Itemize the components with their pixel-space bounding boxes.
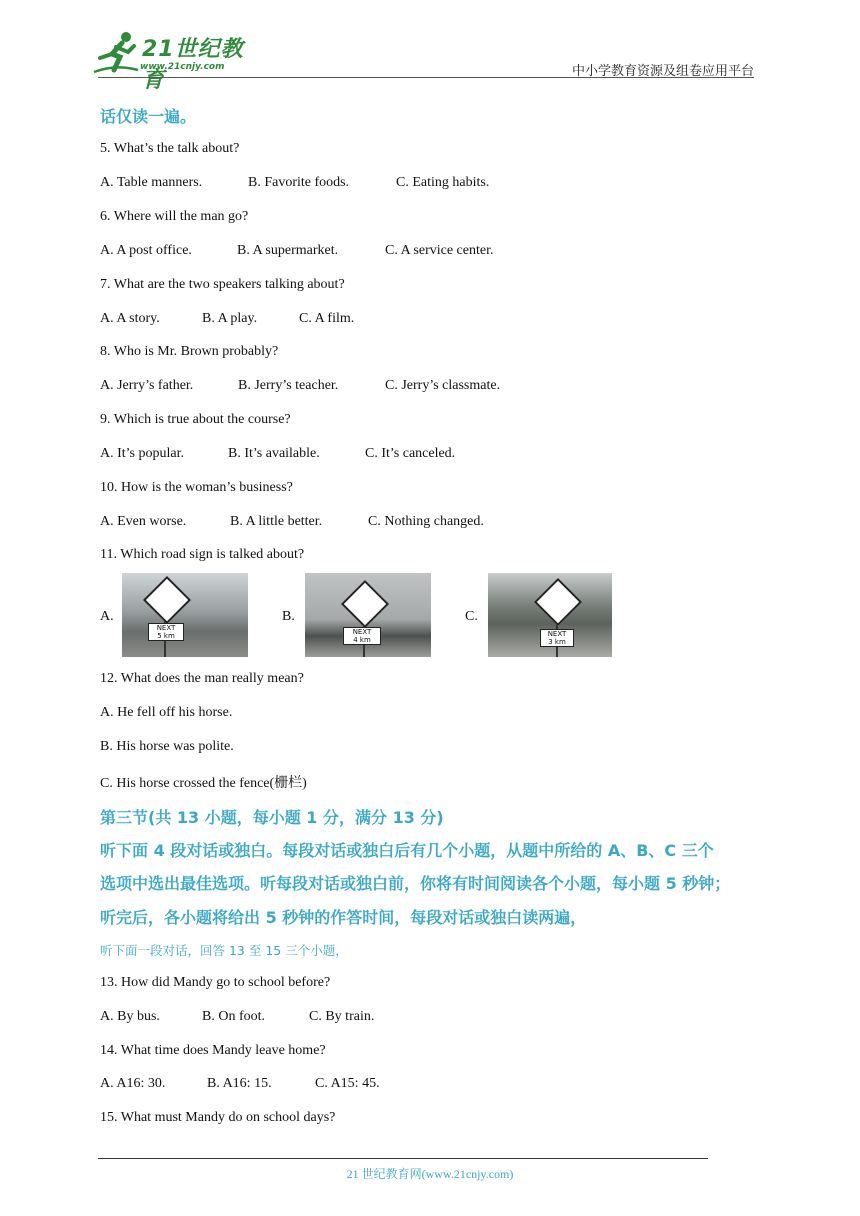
question-13: 13. How did Mandy go to school before? xyxy=(100,975,331,990)
pic-label-b: B. xyxy=(282,609,295,624)
logo-text: 21世纪教育 xyxy=(142,37,244,93)
option-b: B. A play. xyxy=(202,311,258,326)
option-c: C. A service center. xyxy=(385,243,494,258)
option-c: C. Eating habits. xyxy=(396,175,490,190)
question-12: 12. What does the man really mean? xyxy=(100,671,304,686)
elephant-icon xyxy=(143,576,191,624)
runner-logo-icon xyxy=(92,30,140,76)
question-12-option-b: B. His horse was polite. xyxy=(100,739,234,754)
question-9: 9. Which is true about the course? xyxy=(100,412,291,427)
option-a: A. By bus. xyxy=(100,1009,160,1024)
option-c: C. By train. xyxy=(309,1009,375,1024)
plate-top-text: NEXT xyxy=(547,630,567,638)
question-10: 10. How is the woman’s business? xyxy=(100,480,293,495)
option-c: C. A15: 45. xyxy=(315,1076,380,1091)
section-3-instruction-1: 听下面 4 段对话或独白。每段对话或独白后有几个小题，从题中所给的 A、B、C 三个 xyxy=(100,841,714,860)
option-a: A. A16: 30. xyxy=(100,1076,166,1091)
question-14-options xyxy=(100,1076,380,1092)
platform-slogan: 中小学教育资源及组卷应用平台 xyxy=(571,64,754,79)
question-14: 14. What time does Mandy leave home? xyxy=(100,1043,326,1058)
question-7: 7. What are the two speakers talking about? xyxy=(100,277,345,292)
plate-top-text: NEXT xyxy=(156,624,176,632)
option-a: A. Jerry’s father. xyxy=(100,378,194,393)
section-3-instruction-3: 听完后，各小题将给出 5 秒钟的作答时间，每段对话或独白读两遍， xyxy=(100,908,587,927)
footer-link[interactable]: 21 世纪教育网(www.21cnjy.com) xyxy=(346,1167,514,1181)
plate-top-text: NEXT xyxy=(352,628,372,636)
question-11: 11. Which road sign is talked about? xyxy=(100,547,305,562)
plate-bottom-text: 4 km xyxy=(353,636,371,644)
question-12-option-c: C. His horse crossed the fence(栅栏) xyxy=(100,776,307,791)
sign-plate xyxy=(540,629,574,647)
road-sign-photo-b xyxy=(305,573,431,657)
header-divider xyxy=(98,77,754,78)
plate-bottom-text: 5 km xyxy=(157,632,175,640)
option-b: B. A16: 15. xyxy=(207,1076,272,1091)
section-3-heading: 第三节(共 13 小题，每小题 1 分，满分 13 分) xyxy=(100,808,444,827)
site-logo[interactable] xyxy=(92,30,262,93)
plate-bottom-text: 3 km xyxy=(548,638,566,646)
bear-icon xyxy=(534,578,582,626)
question-12-option-a: A. He fell off his horse. xyxy=(100,705,233,720)
question-6-options xyxy=(100,243,493,259)
option-a: A. A story. xyxy=(100,311,160,326)
option-c: C. A film. xyxy=(299,311,355,326)
page-header xyxy=(0,0,860,93)
question-9-options xyxy=(100,446,455,462)
road-sign-photo-c xyxy=(488,573,612,657)
sign-plate xyxy=(148,623,184,641)
option-a: A. It’s popular. xyxy=(100,446,184,461)
dialogue-instruction: 听下面一段对话，回答 13 至 15 三个小题， xyxy=(100,943,348,958)
option-c: C. Jerry’s classmate. xyxy=(385,378,501,393)
road-sign-options xyxy=(100,573,660,661)
option-c: C. Nothing changed. xyxy=(368,514,484,529)
road-sign-photo-a xyxy=(122,573,248,657)
question-5-options xyxy=(100,175,489,191)
option-b: B. Favorite foods. xyxy=(248,175,350,190)
option-a: A. Even worse. xyxy=(100,514,187,529)
option-b: B. Jerry’s teacher. xyxy=(238,378,339,393)
pic-label-a: A. xyxy=(100,609,114,624)
question-6: 6. Where will the man go? xyxy=(100,209,249,224)
option-b: B. On foot. xyxy=(202,1009,265,1024)
option-b: B. A supermarket. xyxy=(237,243,339,258)
option-b: B. It’s available. xyxy=(228,446,320,461)
sign-plate xyxy=(343,627,381,645)
question-7-options xyxy=(100,311,354,327)
logo-url: www.21cnjy.com xyxy=(140,62,225,72)
question-10-options xyxy=(100,514,484,530)
option-c: C. It’s canceled. xyxy=(365,446,456,461)
question-5: 5. What’s the talk about? xyxy=(100,141,240,156)
intro-instruction: 话仅读一遍。 xyxy=(100,107,197,126)
option-b: B. A little better. xyxy=(230,514,323,529)
question-8-options xyxy=(100,378,500,394)
option-a: A. A post office. xyxy=(100,243,192,258)
kangaroo-icon xyxy=(341,580,389,628)
question-8: 8. Who is Mr. Brown probably? xyxy=(100,344,279,359)
section-3-instruction-2: 选项中选出最佳选项。听每段对话或独白前，你将有时间阅读各个小题，每小题 5 秒钟； xyxy=(100,874,731,893)
footer-divider xyxy=(98,1158,708,1159)
question-13-options xyxy=(100,1009,374,1025)
option-a: A. Table manners. xyxy=(100,175,203,190)
pic-label-c: C. xyxy=(465,609,478,624)
question-15: 15. What must Mandy do on school days? xyxy=(100,1110,336,1125)
